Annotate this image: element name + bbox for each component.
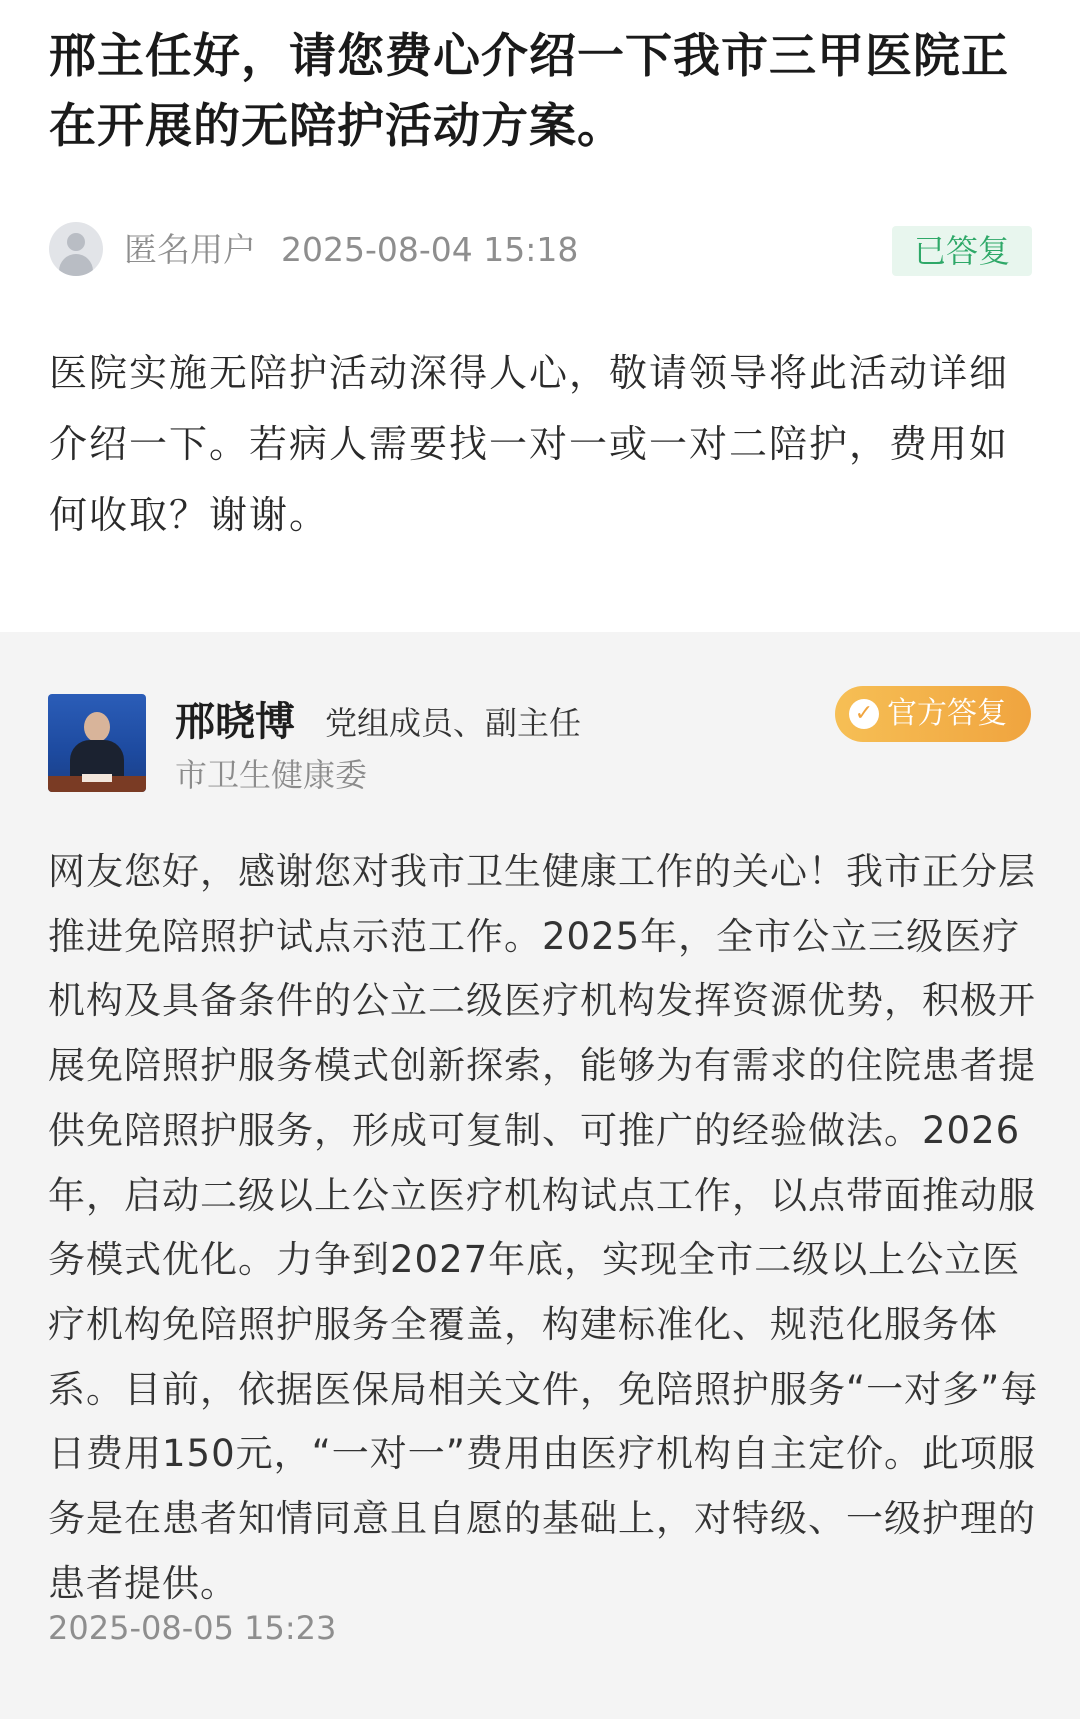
official-avatar[interactable] bbox=[48, 694, 146, 792]
official-reply-label: 官方答复 bbox=[887, 696, 1007, 731]
official-role: 党组成员、副主任 bbox=[325, 704, 582, 742]
avatar-torso bbox=[59, 254, 93, 276]
question-meta bbox=[49, 222, 1032, 278]
asker-name: 匿名用户 bbox=[124, 230, 256, 269]
answer-timestamp: 2025-08-05 15:23 bbox=[48, 1609, 337, 1647]
verified-check-icon: ✓ bbox=[849, 699, 879, 729]
question-title: 邢主任好，请您费心介绍一下我市三甲医院正在开展的无陪护活动方案。 bbox=[49, 29, 1009, 154]
official-reply-badge bbox=[835, 686, 1031, 742]
answer-section bbox=[0, 632, 1080, 1719]
official-organization: 市卫生健康委 bbox=[175, 756, 368, 794]
avatar-head bbox=[67, 233, 85, 251]
avatar-photo-head bbox=[84, 712, 110, 742]
user-avatar-icon[interactable] bbox=[49, 222, 103, 276]
question-section bbox=[0, 0, 1080, 632]
official-name[interactable]: 邢晓博 bbox=[175, 699, 295, 745]
avatar-photo-nameplate bbox=[82, 774, 112, 782]
status-badge: 已答复 bbox=[892, 226, 1032, 276]
question-timestamp: 2025-08-04 15:18 bbox=[281, 230, 579, 269]
answer-body: 网友您好，感谢您对我市卫生健康工作的关心！我市正分层推进免陪照护试点示范工作。2025年，全市公立三级医疗机构及具备条件的公立二级医疗机构发挥资源优势，积极开展免陪照护服务模式创新探索，能够为有需求的住院患者提供免陪照护服务，形成可复制、可推广的经验做法。2026年，启动二级以上公立医疗机构试点工作，以点带面推动服务模式优化。力争到2027年底，实现全市二级以上公立医疗机构免陪照护服务全覆盖，构建标准化、规范化服务体系。目前，依据医保局相关文件，免陪照护服务“一对多”每日费用150元，“一对一”费用由医疗机构自主定价。此项服务是在患者知情同意且自愿的基础上，对特级、一级护理的患者提供。 bbox=[48, 850, 1039, 1605]
question-body: 医院实施无陪护活动深得人心，敬请领导将此活动详细介绍一下。若病人需要找一对一或一对二陪护，费用如何收取？谢谢。 bbox=[49, 351, 1010, 537]
